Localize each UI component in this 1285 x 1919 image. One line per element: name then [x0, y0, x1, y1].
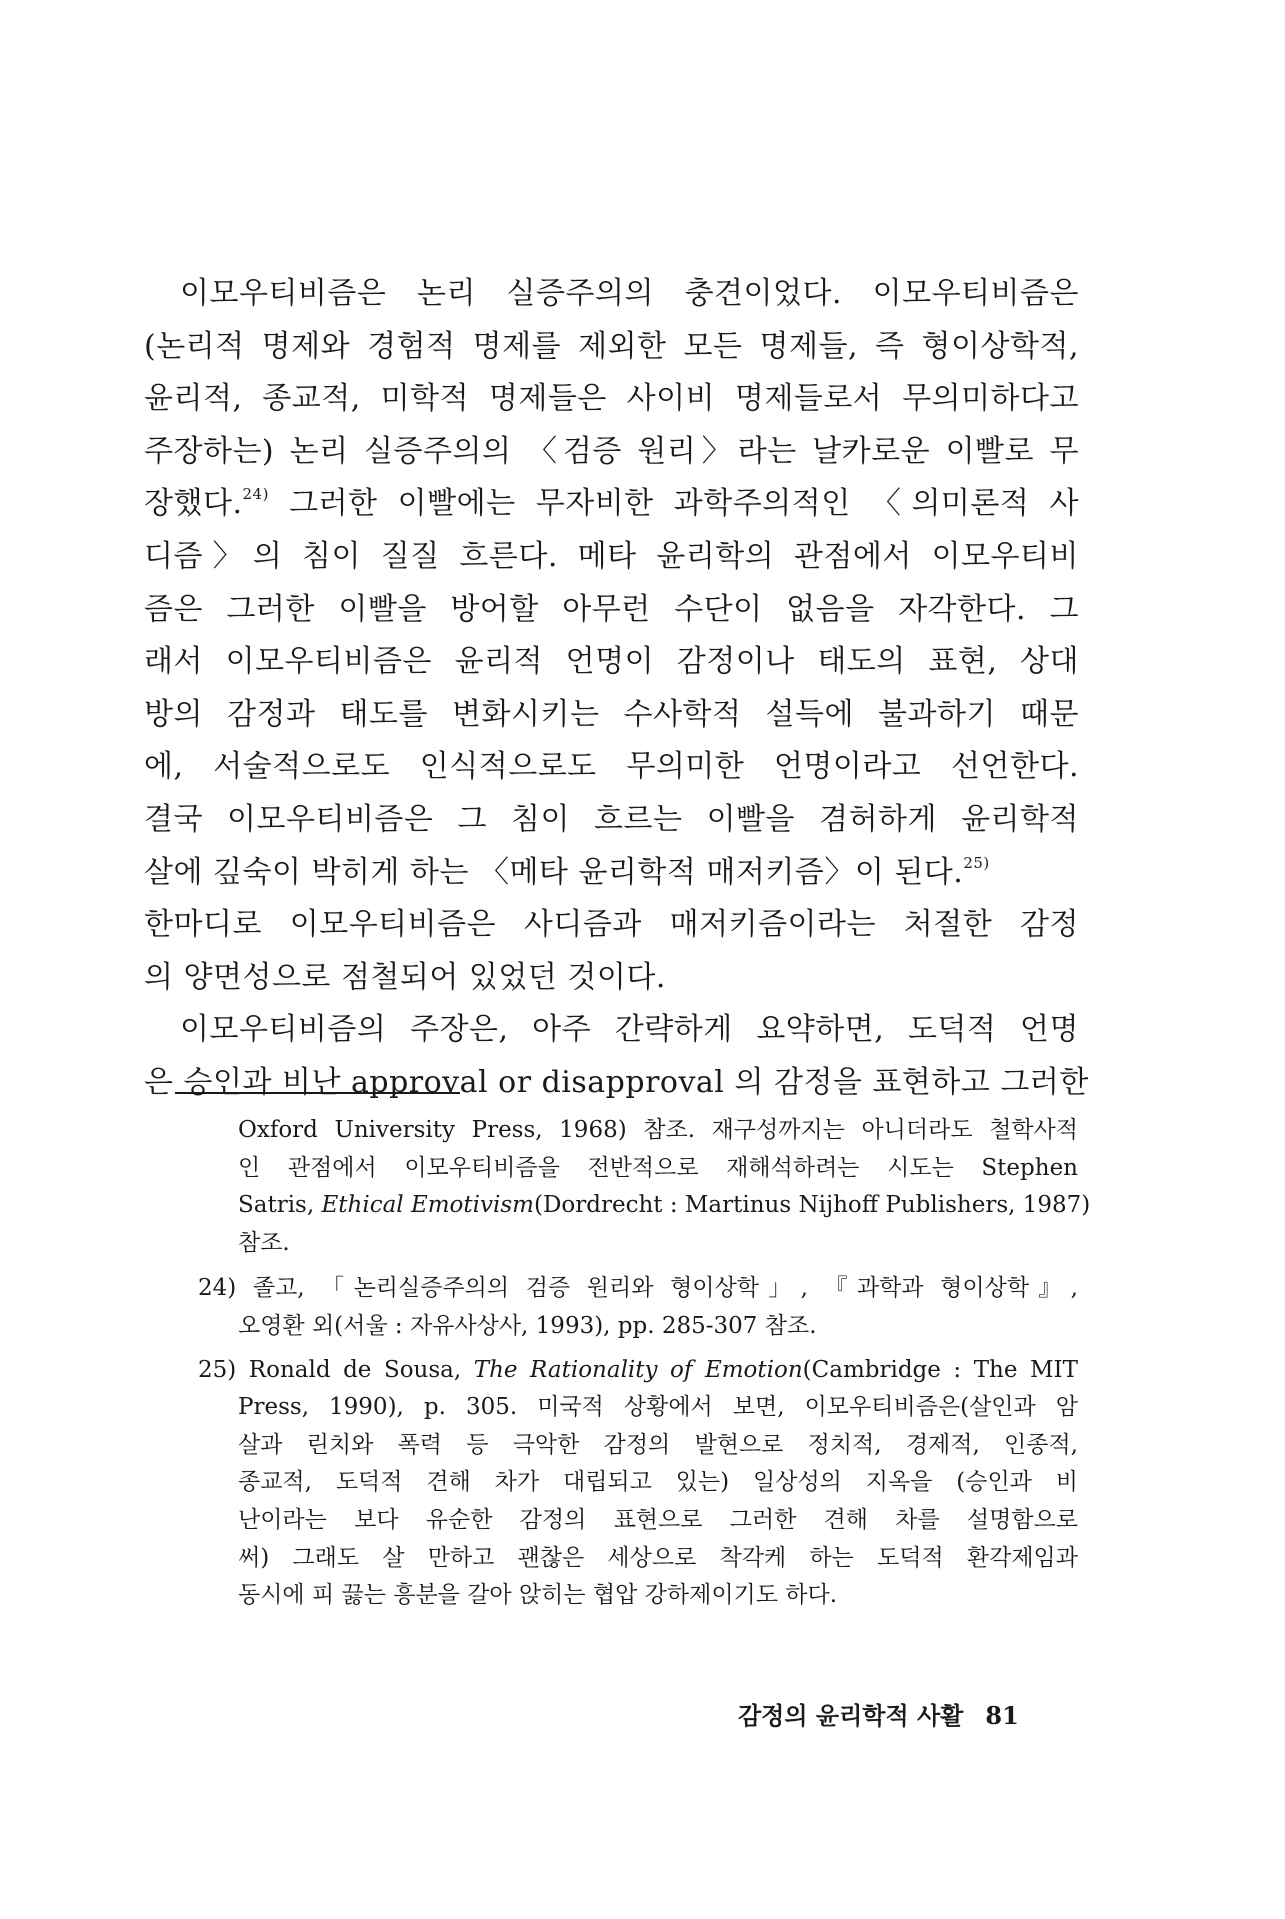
body-line: 래서 이모우티비즘은 윤리적 언명이 감정이나 태도의 표현, 상대: [144, 644, 1079, 680]
footnote-24: 24) 졸고, 「논리실증주의의 검증 원리와 형이상학」, 『과학과 형이상학』,: [198, 1275, 1078, 1302]
body-line: 즘은 그러한 이빨을 방어할 아무런 수단이 없음을 자각한다. 그: [144, 591, 1079, 627]
footnote-ref-25: 25): [963, 853, 990, 872]
footnote-line: Press, 1990), p. 305. 미국적 상황에서 보면, 이모우티비즘은(살인과 암: [238, 1394, 1078, 1421]
book-title: The Rationality of Emotion: [473, 1356, 803, 1383]
running-title: 감정의 윤리학적 사활: [738, 1701, 964, 1730]
body-line: 윤리적, 종교적, 미학적 명제들은 사이비 명제들로서 무의미하다고: [144, 381, 1079, 417]
body-line: 방의 감정과 태도를 변화시키는 수사학적 설득에 불과하기 때문: [144, 696, 1079, 732]
footnote-line: 오영환 외(서울 : 자유사상사, 1993), pp. 285-307 참조.: [238, 1312, 817, 1339]
footnote-line: 써) 그래도 살 만하고 괜찮은 세상으로 착각케 하는 도덕적 환각제임과: [238, 1544, 1078, 1571]
footnotes: [198, 1112, 1091, 1615]
footnote-line: [198, 1187, 1091, 1225]
footnote-text: Satris,: [238, 1192, 322, 1219]
body-line: 이모우티비즘의 주장은, 아주 간략하게 요약하면, 도덕적 언명: [180, 1012, 1079, 1048]
body-line: 주장하는) 논리 실증주의의 〈검증 원리〉라는 날카로운 이빨로 무: [144, 433, 1079, 469]
footnote-line: Oxford University Press, 1968) 참조. 재구성까지는 아니더라도 철학사적: [238, 1117, 1078, 1143]
book-title: Ethical Emotivism: [321, 1192, 534, 1219]
footnote-line: 난이라는 보다 유순한 감정의 표현으로 그러한 견해 차를 설명함으로: [238, 1506, 1078, 1533]
body-line: 의 양면성으로 점철되어 있었던 것이다.: [144, 959, 666, 995]
body-line: (논리적 명제와 경험적 명제를 제외한 모든 명제들, 즉 형이상학적,: [144, 328, 1079, 364]
body-text-span: 장했다.: [144, 486, 243, 522]
footnote-text: (Dordrecht : Martinus Nijhoff Publishers, 1987): [533, 1192, 1091, 1219]
body-line: 디즘〉의 침이 질질 흐른다. 메타 윤리학의 관점에서 이모우티비: [144, 538, 1079, 574]
footnote-ref-24: 24): [242, 485, 269, 504]
body-line: 에, 서술적으로도 인식적으로도 무의미한 언명이라고 선언한다.: [144, 749, 1079, 785]
body-line: [144, 847, 1079, 900]
footnote-text: 25) Ronald de Sousa,: [198, 1356, 474, 1383]
footnote-line: 동시에 피 끓는 흥분을 갈아 앉히는 협압 강하제이기도 하다.: [238, 1582, 838, 1609]
footnote-25: [198, 1352, 1078, 1390]
body-line: 이모우티비즘은 논리 실증주의의 충견이었다. 이모우티비즘은: [180, 276, 1079, 311]
footnote-line: 종교적, 도덕적 견해 차가 대립되고 있는) 일상성의 지옥을 (승인과 비: [238, 1469, 1078, 1496]
footnote-line: 참조.: [238, 1229, 290, 1256]
footnote-line: 살과 린치와 폭력 등 극악한 감정의 발현으로 정치적, 경제적, 인종적,: [238, 1431, 1078, 1458]
body-line: 한마디로 이모우티비즘은 사디즘과 매저키즘이라는 처절한 감정: [144, 907, 1079, 943]
body-line: 결국 이모우티비즘은 그 침이 흐르는 이빨을 겸허하게 윤리학적: [144, 801, 1079, 837]
body-text-span: 살에 깊숙이 박히게 하는 〈메타 윤리학적 매저키즘〉이 된다.: [144, 854, 964, 890]
footnote-text: (Cambridge : The MIT: [802, 1356, 1078, 1383]
page-number: 81: [985, 1701, 1019, 1730]
footnote-separator: [175, 1092, 460, 1094]
footnote-line: 인 관점에서 이모우티비즘을 전반적으로 재해석하려는 시도는 Stephen: [238, 1154, 1078, 1181]
page-footer: [738, 1696, 1019, 1731]
main-text: [144, 268, 1089, 1110]
body-line: 은 승인과 비난 approval or disapproval 의 감정을 표현하고 그러한: [144, 1064, 1089, 1100]
body-line: [144, 478, 1079, 531]
body-text-span: 그러한 이빨에는 무자비한 과학주의적인 〈의미론적 사: [268, 486, 1079, 522]
